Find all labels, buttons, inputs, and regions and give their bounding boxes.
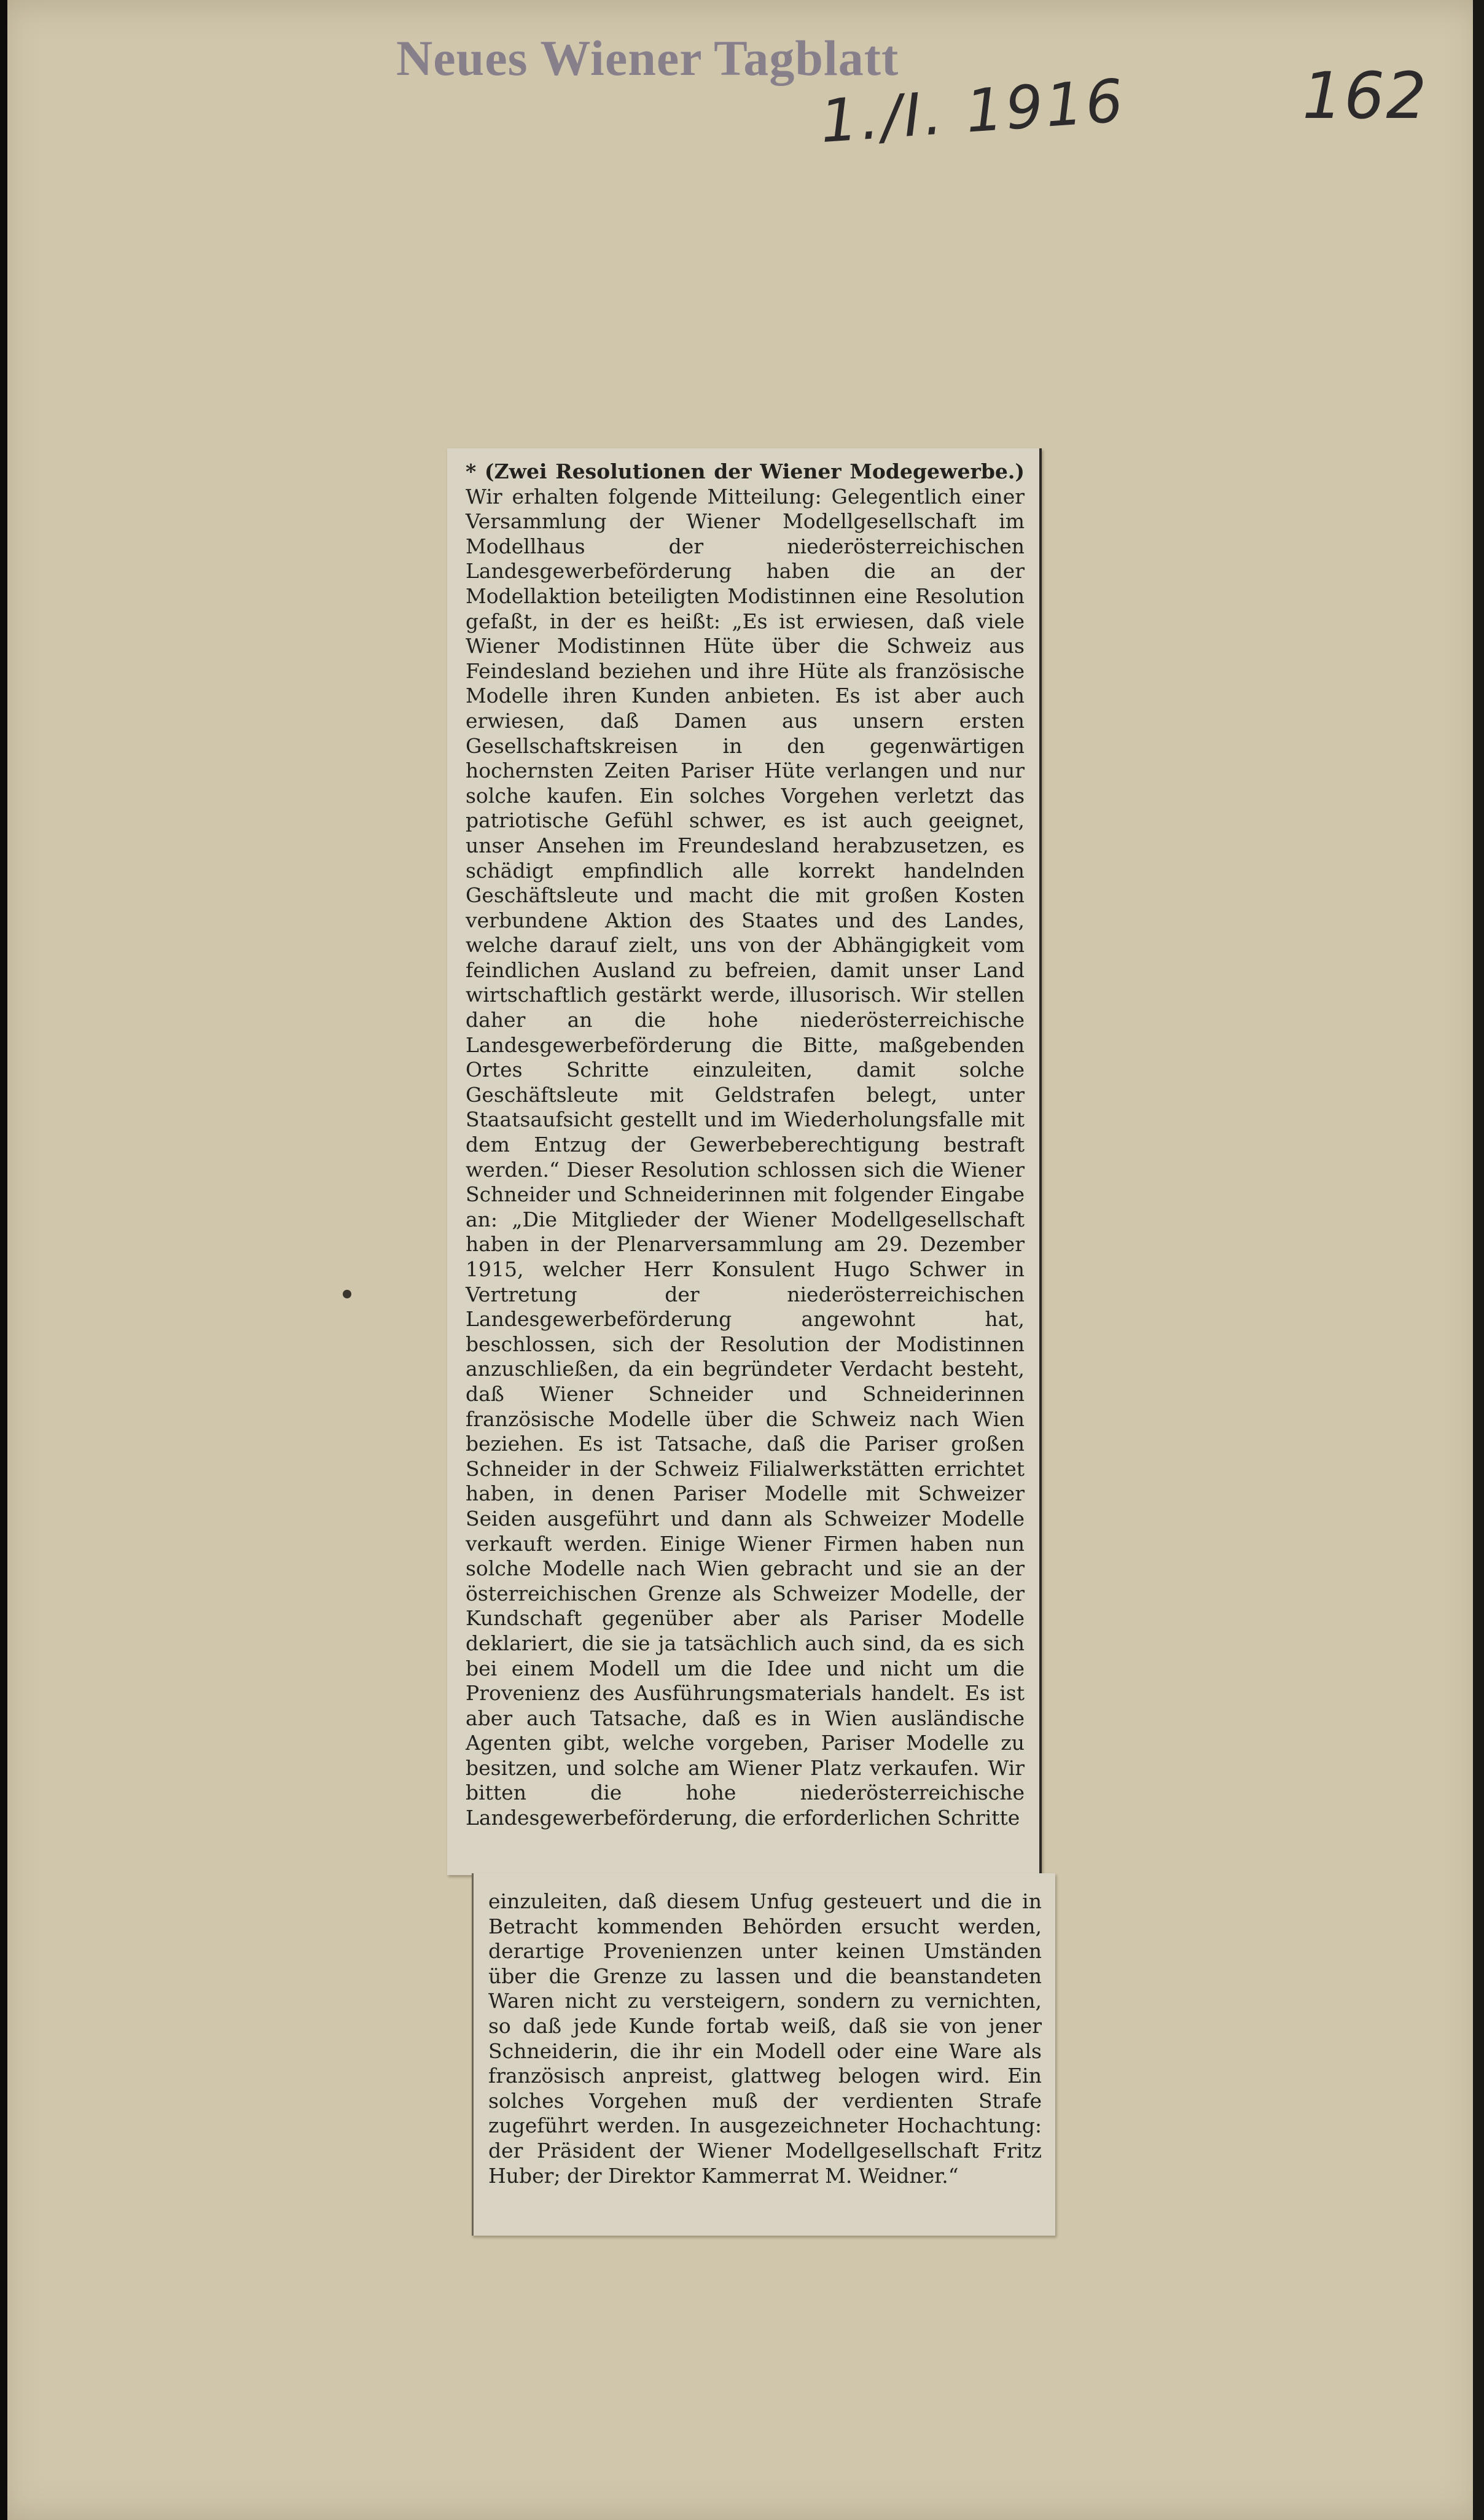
article-body-2: einzuleiten, daß diesem Unfug gesteuert und die in Betracht kommenden Behörden ersucht werden, derartige Provenienzen unter keinen Umständen über die Grenze zu lassen und die beanstandeten Waren nicht zu versteigern, sondern zu vernichten, so daß jede Kunde fortab weiß, daß sie von jener Schneiderin, die ihr ein Modell oder eine Ware als französisch anpreist, glattweg belogen wird. Ein solches Vorgehen muß der verdienten Strafe zugeführt werden. In ausgezeichneter Hochachtung: der Präsident der Wiener Modellgesellschaft Fritz Huber; der Direktor Kammerrat M. Weidner.“ [488, 1889, 1042, 2188]
newspaper-clipping-part-1 [447, 448, 1042, 1875]
scan-edge-right [1473, 0, 1484, 2520]
newspaper-stamp: Neues Wiener Tagblatt [396, 30, 899, 86]
newspaper-clipping-part-2 [472, 1873, 1055, 2236]
article-headline: * (Zwei Resolutionen der Wiener Modegewerbe.) [466, 459, 1025, 483]
scan-edge-left [0, 0, 7, 2520]
handwritten-folio-number: 162 [1302, 58, 1428, 133]
ink-dot [343, 1290, 351, 1298]
article-body-1: Wir erhalten folgende Mitteilung: Gelegentlich einer Versammlung der Wiener Modellgesellschaft im Modellhaus der niederösterreichischen Landesgewerbeförderung haben die an der Modellaktion beteiligten Modistinnen eine Resolution gefaßt, in der es heißt: „Es ist erwiesen, daß viele Wiener Modistinnen Hüte über die Schweiz aus Feindesland beziehen und ihre Hüte als französische Modelle ihren Kunden anbieten. Es ist aber auch erwiesen, daß Damen aus unsern ersten Gesellschaftskreisen in den gegenwärtigen hochernsten Zeiten Pariser Hüte verlangen und nur solche kaufen. Ein solches Vorgehen verletzt das patriotische Gefühl schwer, es ist auch geeignet, unser Ansehen im Freundesland herabzusetzen, es schädigt empfindlich alle korrekt handelnden Geschäftsleute und macht die mit großen Kosten verbundene Aktion des Staates und des Landes, welche darauf zielt, uns von der Abhängigkeit vom feindlichen Ausland zu befreien, damit unser Land wirtschaftlich gestärkt werde, illusorisch. Wir stellen daher an die hohe niederösterreichische Landesgewerbeförderung die Bitte, maßgebenden Ortes Schritte einzuleiten, damit solche Geschäftsleute mit Geldstrafen belegt, unter Staatsaufsicht gestellt und im Wiederholungsfalle mit dem Entzug der Gewerbeberechtigung bestraft werden.“ Dieser Resolution schlossen sich die Wiener Schneider und Schneiderinnen mit folgender Eingabe an: „Die Mitglieder der Wiener Modellgesellschaft haben in der Plenarversammlung am 29. Dezember 1915, welcher Herr Konsulent Hugo Schwer in Vertretung der niederösterreichischen Landesgewerbeförderung angewohnt hat, beschlossen, sich der Resolution der Modistinnen anzuschließen, da ein begründeter Verdacht besteht, daß Wiener Schneider und Schneiderinnen französische Modelle über die Schweiz nach Wien beziehen. Es ist Tatsache, daß die Pariser großen Schneider in der Schweiz Filialwerkstätten errichtet haben, in denen Pariser Modelle mit Schweizer Seiden ausgeführt und dann als Schweizer Modelle verkauft werden. Einige Wiener Firmen haben nun solche Modelle nach Wien gebracht und sie an der österreichischen Grenze als Schweizer Modelle, der Kundschaft gegenüber aber als Pariser Modelle deklariert, die sie ja tatsächlich auch sind, da es sich bei einem Modell um die Idee und nicht um die Provenienz des Ausführungsmaterials handelt. Es ist aber auch Tatsache, daß es in Wien ausländische Agenten gibt, welche vorgeben, Pariser Modelle zu besitzen, und solche am Wiener Platz verkaufen. Wir bitten die hohe niederösterreichische Landesgewerbeförderung, die erforderlichen Schritte [466, 484, 1025, 1830]
clipping-text-1 [466, 459, 1025, 1831]
handwritten-date: 1./I. 1916 [818, 66, 1128, 157]
